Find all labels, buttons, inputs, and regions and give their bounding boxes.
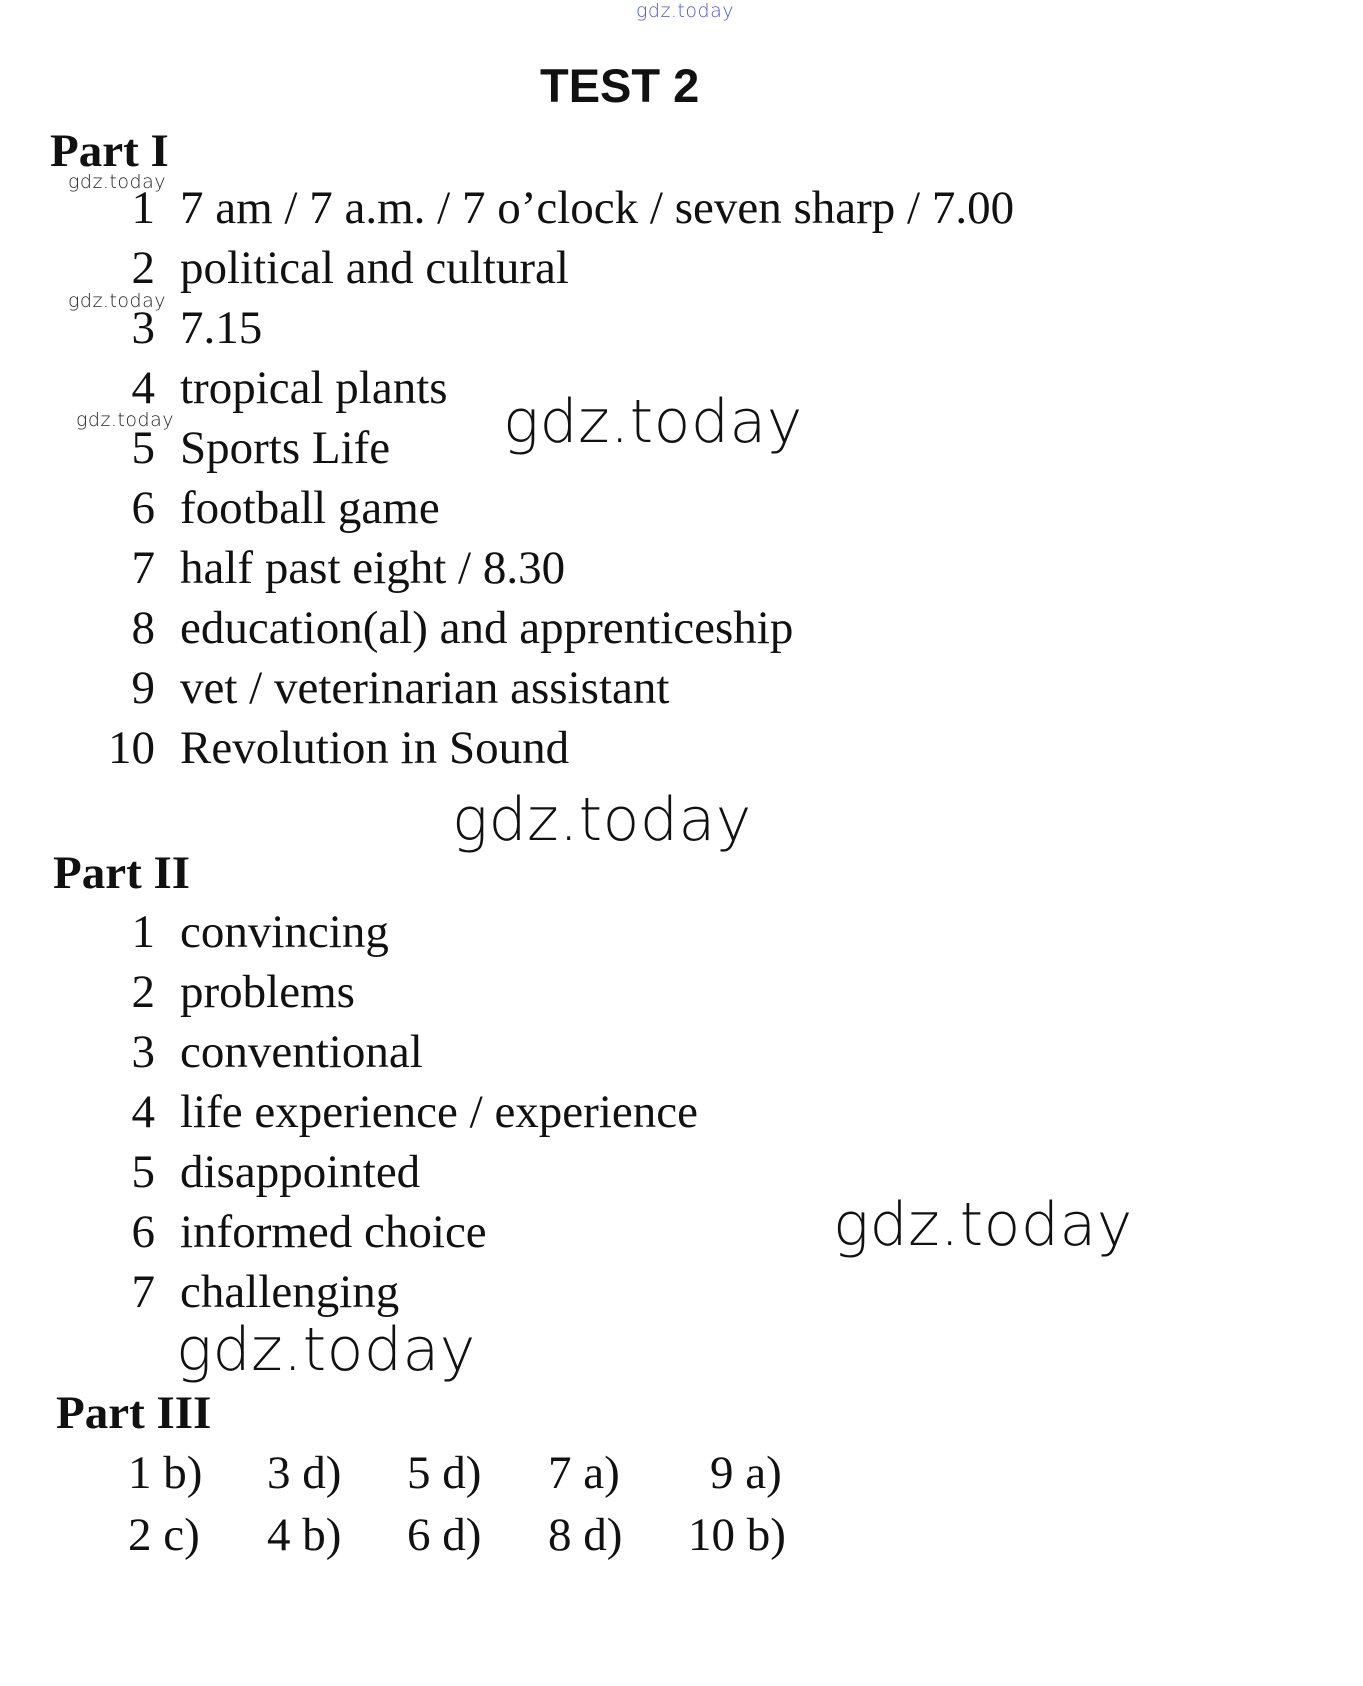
part-1-item-10	[0, 720, 1300, 776]
part-1-item-text: 7 am / 7 a.m. / 7 o’clock / seven sharp / 7.00	[180, 182, 1015, 234]
part-2-item-2	[0, 964, 1300, 1020]
watermark-large-3: gdz.today	[833, 1190, 1133, 1260]
part-2-item-text: disappointed	[180, 1146, 421, 1198]
part-3-answer: 7 a)	[548, 1447, 620, 1499]
part-3-answer: 1 b)	[128, 1447, 203, 1499]
part-2-item-7	[0, 1264, 1300, 1320]
part-2-item-5	[0, 1144, 1300, 1200]
part-1-item-9	[0, 660, 1300, 716]
part-3-answer: 4 b)	[267, 1509, 342, 1561]
part-1-item-text: football game	[180, 482, 440, 534]
part-1-item-number: 4	[131, 362, 155, 414]
part-2-item-number: 5	[131, 1146, 155, 1198]
part-2-item-6	[0, 1204, 1300, 1260]
part-2-item-text: problems	[180, 966, 355, 1018]
part-2-item-text: informed choice	[180, 1206, 487, 1258]
part-1-item-text: education(al) and apprenticeship	[180, 602, 794, 654]
part-1-item-number: 9	[131, 662, 155, 714]
part-1-item-number: 6	[131, 482, 155, 534]
part-2-item-1	[0, 904, 1300, 960]
part-1-item-8	[0, 600, 1300, 656]
part-1-item-4	[0, 360, 1300, 416]
part-1-item-7	[0, 540, 1300, 596]
part-1-item-number: 2	[131, 242, 155, 294]
part-3-answer: 5 d)	[407, 1447, 482, 1499]
part-2-item-4	[0, 1084, 1300, 1140]
part-1-item-number: 3	[131, 302, 155, 354]
part-1-item-number: 8	[131, 602, 155, 654]
part-2-item-text: conventional	[180, 1026, 423, 1078]
part-1-item-text: vet / veterinarian assistant	[180, 662, 670, 714]
part-2-item-number: 3	[131, 1026, 155, 1078]
part-1-item-2	[0, 240, 1300, 296]
part-1-item-text: political and cultural	[180, 242, 569, 294]
part-2-item-number: 7	[131, 1266, 155, 1318]
watermark-large-1: gdz.today	[503, 387, 803, 457]
part-3-answer: 3 d)	[267, 1447, 342, 1499]
part-2-item-text: challenging	[180, 1266, 400, 1318]
part-2-item-text: convincing	[180, 906, 389, 958]
part-2-item-number: 6	[131, 1206, 155, 1258]
watermark-large-2: gdz.today	[452, 785, 752, 855]
watermark-small-1: gdz.today	[68, 171, 166, 193]
part-1-item-text: half past eight / 8.30	[180, 542, 566, 594]
part-3-answer: 2 c)	[128, 1509, 200, 1561]
watermark-small-3: gdz.today	[76, 409, 174, 431]
part-3-answer: 6 d)	[407, 1509, 482, 1561]
part-1-item-5	[0, 420, 1300, 476]
part-3-heading: Part III	[56, 1387, 212, 1439]
part-2-item-3	[0, 1024, 1300, 1080]
part-3-answer: 10 b)	[688, 1509, 786, 1561]
part-1-item-text: tropical plants	[180, 362, 448, 414]
part-3-answer: 8 d)	[548, 1509, 623, 1561]
part-2-heading: Part II	[53, 847, 191, 899]
part-2-item-number: 1	[131, 906, 155, 958]
part-1-item-text: Revolution in Sound	[180, 722, 570, 774]
part-1-item-number: 7	[131, 542, 155, 594]
watermark-large-4: gdz.today	[176, 1315, 476, 1385]
watermark-top: gdz.today	[636, 0, 734, 22]
watermark-small-2: gdz.today	[68, 290, 166, 312]
page-title: TEST 2	[540, 59, 700, 112]
part-1-item-1	[0, 180, 1300, 236]
part-1-heading: Part I	[50, 125, 169, 177]
part-1-item-3	[0, 300, 1300, 356]
part-1-item-number: 5	[131, 422, 155, 474]
part-2-item-number: 2	[131, 966, 155, 1018]
part-1-item-text: 7.15	[180, 302, 263, 354]
part-1-item-number: 10	[108, 722, 155, 774]
part-1-item-6	[0, 480, 1300, 536]
part-1-item-number: 1	[131, 182, 155, 234]
part-2-item-number: 4	[131, 1086, 155, 1138]
part-3-answer: 9 a)	[710, 1447, 782, 1499]
part-2-item-text: life experience / experience	[180, 1086, 698, 1138]
part-1-item-text: Sports Life	[180, 422, 391, 474]
